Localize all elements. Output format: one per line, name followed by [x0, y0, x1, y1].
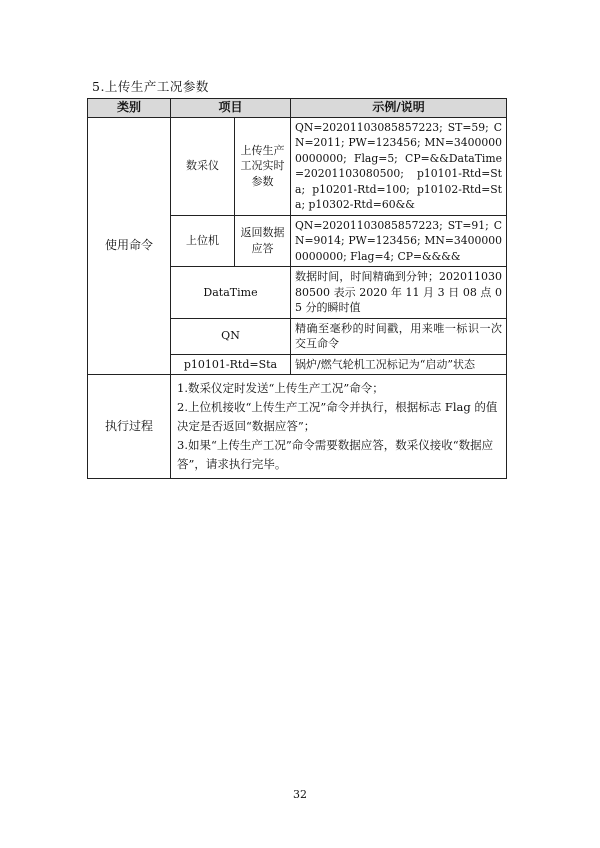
desc-qn: 精确至毫秒的时间戳，用来唯一标识一次交互命令	[291, 318, 507, 354]
header-category: 类别	[88, 99, 171, 118]
table-header-row	[88, 99, 507, 118]
field-qn: QN	[171, 318, 291, 354]
device-host: 上位机	[171, 215, 235, 267]
table-row	[88, 375, 507, 479]
process-step-1: 1.数采仪定时发送“上传生产工况”命令；	[177, 381, 384, 395]
page-number: 32	[293, 788, 307, 801]
item-upload-conditions: 上传生产工况实时参数	[235, 117, 291, 215]
example-ack-command: QN=20201103085857223; ST=91; CN=9014; PW=123456; MN=34000000000000; Flag=4; CP=&&&&	[291, 215, 507, 267]
header-item: 项目	[171, 99, 291, 118]
field-datatime: DataTime	[171, 267, 291, 319]
process-step-2: 2.上位机接收“上传生产工况”命令并执行，根据标志 Flag 的值决定是否返回“数据应答”；	[177, 400, 498, 433]
desc-p10101: 锅炉/燃气轮机工况标记为“启动”状态	[291, 354, 507, 375]
category-use-command: 使用命令	[88, 117, 171, 375]
desc-datatime: 数据时间，时间精确到分钟；20201103080500 表示 2020 年 11 月 3 日 08 点 05 分的瞬时值	[291, 267, 507, 319]
process-steps	[171, 375, 507, 479]
item-return-ack: 返回数据应答	[235, 215, 291, 267]
upload-conditions-table	[87, 98, 507, 479]
device-collector: 数采仪	[171, 117, 235, 215]
field-p10101: p10101-Rtd=Sta	[171, 354, 291, 375]
process-step-3: 3.如果“上传生产工况”命令需要数据应答，数采仪接收“数据应答”，请求执行完毕。	[177, 438, 494, 471]
section-title: 5.上传生产工况参数	[92, 79, 209, 94]
example-upload-command: QN=20201103085857223; ST=59; CN=2011; PW=123456; MN=34000000000000; Flag=5; CP=&&DataTime=20201103080500; p10101-Rtd=Sta; p10201-Rtd=100; p10102-Rtd=Sta; p10302-Rtd=60&&	[291, 117, 507, 215]
header-example: 示例/说明	[291, 99, 507, 118]
table-row	[88, 117, 507, 215]
category-process: 执行过程	[88, 375, 171, 479]
